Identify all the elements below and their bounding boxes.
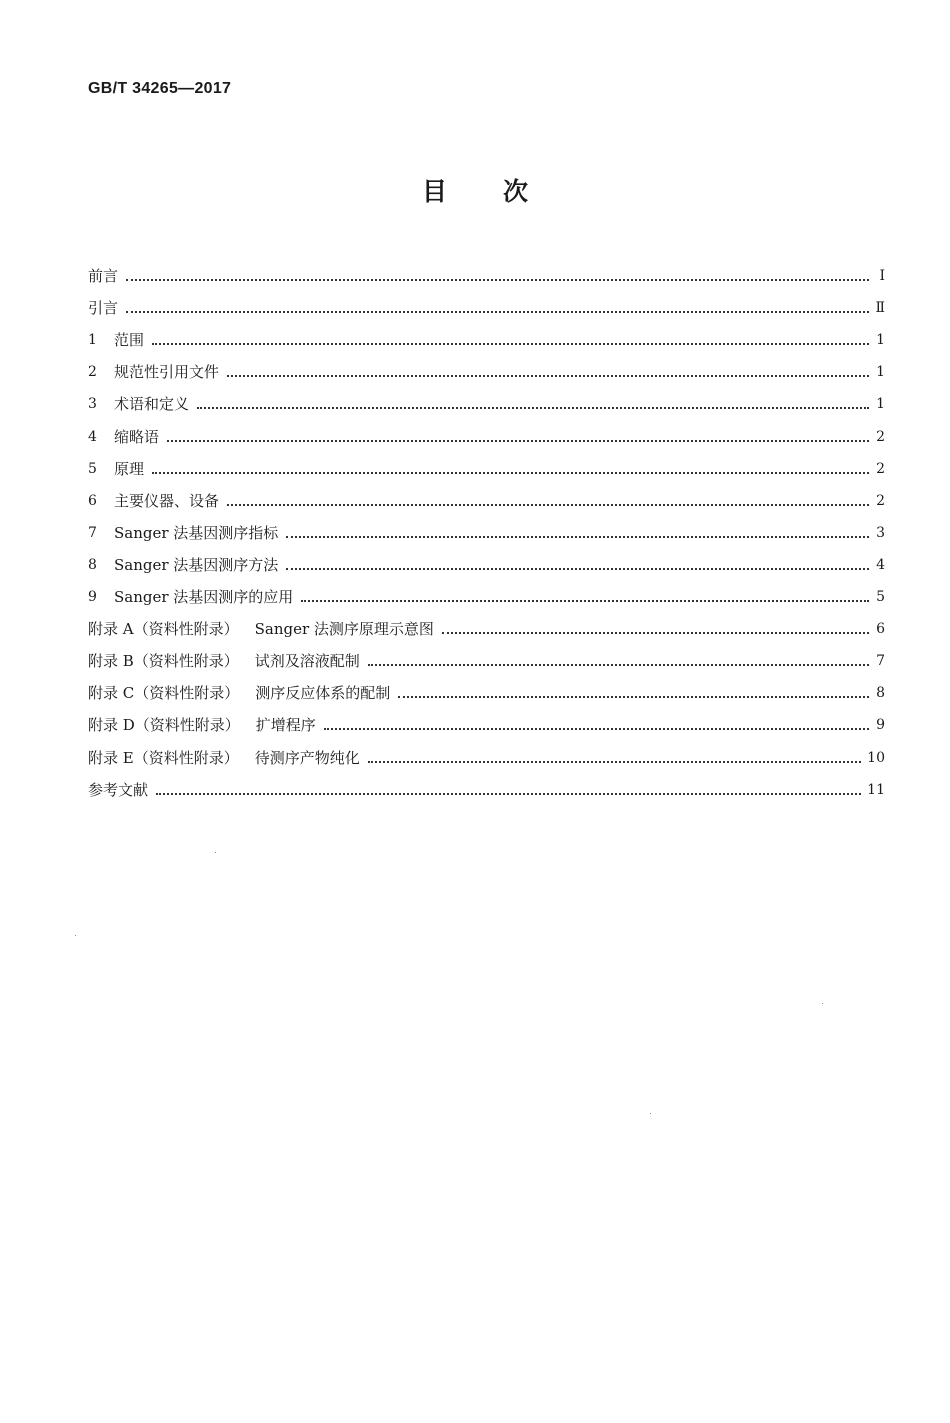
annex-tag: 附录 B（资料性附录） — [88, 652, 239, 671]
toc-entry[interactable] — [88, 543, 885, 575]
toc-entry-page: 1 — [876, 364, 885, 381]
toc-entry-page: 2 — [876, 492, 885, 509]
toc-entry-page: 4 — [876, 556, 885, 573]
toc-entry-title: 规范性引用文件 — [114, 363, 220, 382]
toc-entry-title: 原理 — [114, 459, 145, 478]
toc-entry[interactable] — [88, 768, 885, 800]
toc-entry-title: 主要仪器、设备 — [114, 491, 220, 510]
toc-entry-title: 试剂及溶液配制 — [254, 652, 360, 671]
toc-entry-label — [114, 394, 189, 414]
annex-tag: 附录 A（资料性附录） — [88, 620, 239, 639]
toc-entry-title: 缩略语 — [114, 427, 160, 446]
dot-leader — [398, 696, 869, 698]
table-of-contents — [88, 254, 885, 800]
toc-entry-label — [88, 715, 316, 735]
toc-entry-title: Sanger 法测序原理示意图 — [254, 620, 434, 639]
toc-entry-number: 6 — [88, 492, 97, 509]
toc-entry-label — [88, 619, 434, 639]
toc-entry[interactable] — [88, 447, 885, 479]
toc-entry-title: 扩增程序 — [255, 716, 316, 735]
toc-entry-label — [114, 555, 278, 575]
scan-speck — [650, 1113, 651, 1114]
scan-speck — [75, 935, 76, 936]
dot-leader — [126, 279, 869, 281]
toc-entry-label — [88, 298, 118, 318]
annex-tag: 附录 E（资料性附录） — [88, 748, 239, 767]
toc-entry-title: 待测序产物纯化 — [254, 748, 360, 767]
toc-entry-page: 1 — [876, 332, 885, 349]
dot-leader — [368, 761, 861, 763]
dot-leader — [152, 472, 869, 474]
toc-entry-label — [114, 330, 144, 350]
toc-entry-title: 前言 — [88, 267, 119, 286]
toc-entry[interactable] — [88, 254, 885, 286]
toc-entry-page: Ⅱ — [875, 300, 885, 317]
annex-tag: 附录 C（资料性附录） — [88, 684, 240, 703]
dot-leader — [197, 407, 869, 409]
toc-entry[interactable] — [88, 350, 885, 382]
toc-entry-page: 2 — [876, 460, 885, 477]
scan-speck — [822, 1003, 823, 1004]
toc-entry-title: 测序反应体系的配制 — [255, 684, 391, 703]
dot-leader — [156, 793, 861, 795]
dot-leader — [286, 568, 869, 570]
dot-leader — [152, 343, 869, 345]
toc-entry-label — [114, 427, 159, 447]
toc-entry-label — [88, 266, 118, 286]
toc-entry-number: 7 — [88, 524, 97, 541]
toc-entry[interactable] — [88, 479, 885, 511]
toc-entry[interactable] — [88, 382, 885, 414]
annex-tag: 附录 D（资料性附录） — [88, 716, 240, 735]
toc-entry-page: 7 — [876, 653, 885, 670]
toc-entry-page: 1 — [876, 396, 885, 413]
toc-entry-number: 8 — [88, 556, 97, 573]
toc-entry[interactable] — [88, 286, 885, 318]
toc-entry[interactable] — [88, 639, 885, 671]
toc-entry[interactable] — [88, 607, 885, 639]
toc-entry-title: 术语和定义 — [114, 395, 190, 414]
dot-leader — [227, 375, 869, 377]
title-char-2: 次 — [503, 177, 529, 206]
toc-entry[interactable] — [88, 575, 885, 607]
toc-entry[interactable] — [88, 671, 885, 703]
toc-entry-number: 3 — [88, 396, 97, 413]
dot-leader — [368, 664, 869, 666]
toc-entry-page: Ⅰ — [879, 268, 885, 285]
toc-entry-page: 11 — [867, 781, 885, 798]
toc-entry[interactable] — [88, 414, 885, 446]
toc-entry[interactable] — [88, 735, 885, 767]
toc-entry-title: 参考文献 — [88, 780, 149, 799]
dot-leader — [442, 632, 869, 634]
toc-entry-page: 8 — [876, 685, 885, 702]
dot-leader — [324, 728, 869, 730]
toc-entry-title: Sanger 法基因测序方法 — [114, 555, 279, 574]
toc-entry-page: 10 — [867, 749, 885, 766]
toc-entry-page: 9 — [876, 717, 885, 734]
dot-leader — [227, 504, 869, 506]
title-char-1: 目 — [421, 177, 447, 206]
toc-entry-page: 6 — [876, 621, 885, 638]
toc-entry-title: 范围 — [114, 331, 145, 350]
toc-entry-label — [88, 748, 360, 768]
toc-entry-label — [88, 683, 390, 703]
toc-entry-label — [114, 523, 278, 543]
dot-leader — [286, 536, 869, 538]
toc-entry-label — [114, 459, 144, 479]
toc-entry[interactable] — [88, 703, 885, 735]
toc-entry-label — [114, 491, 219, 511]
scan-speck — [215, 852, 216, 853]
toc-entry-page: 2 — [876, 428, 885, 445]
toc-entry-number: 1 — [88, 332, 97, 349]
toc-entry[interactable] — [88, 511, 885, 543]
toc-entry-number: 4 — [88, 428, 97, 445]
toc-entry-page: 5 — [876, 589, 885, 606]
toc-entry-number: 5 — [88, 460, 97, 477]
toc-entry-title: 引言 — [88, 299, 119, 318]
toc-entry-label — [88, 651, 360, 671]
toc-entry-page: 3 — [876, 524, 885, 541]
dot-leader — [301, 600, 869, 602]
toc-entry-title: Sanger 法基因测序指标 — [114, 523, 279, 542]
standard-code: GB/T 34265—2017 — [88, 80, 232, 97]
toc-entry-label — [114, 362, 219, 382]
toc-entry-number: 9 — [88, 589, 97, 606]
toc-entry-number: 2 — [88, 364, 97, 381]
toc-entry-title: Sanger 法基因测序的应用 — [114, 588, 294, 607]
toc-entry[interactable] — [88, 318, 885, 350]
page-title — [0, 172, 950, 208]
dot-leader — [167, 440, 869, 442]
dot-leader — [126, 311, 869, 313]
toc-entry-label — [88, 780, 148, 800]
toc-entry-label — [114, 587, 293, 607]
